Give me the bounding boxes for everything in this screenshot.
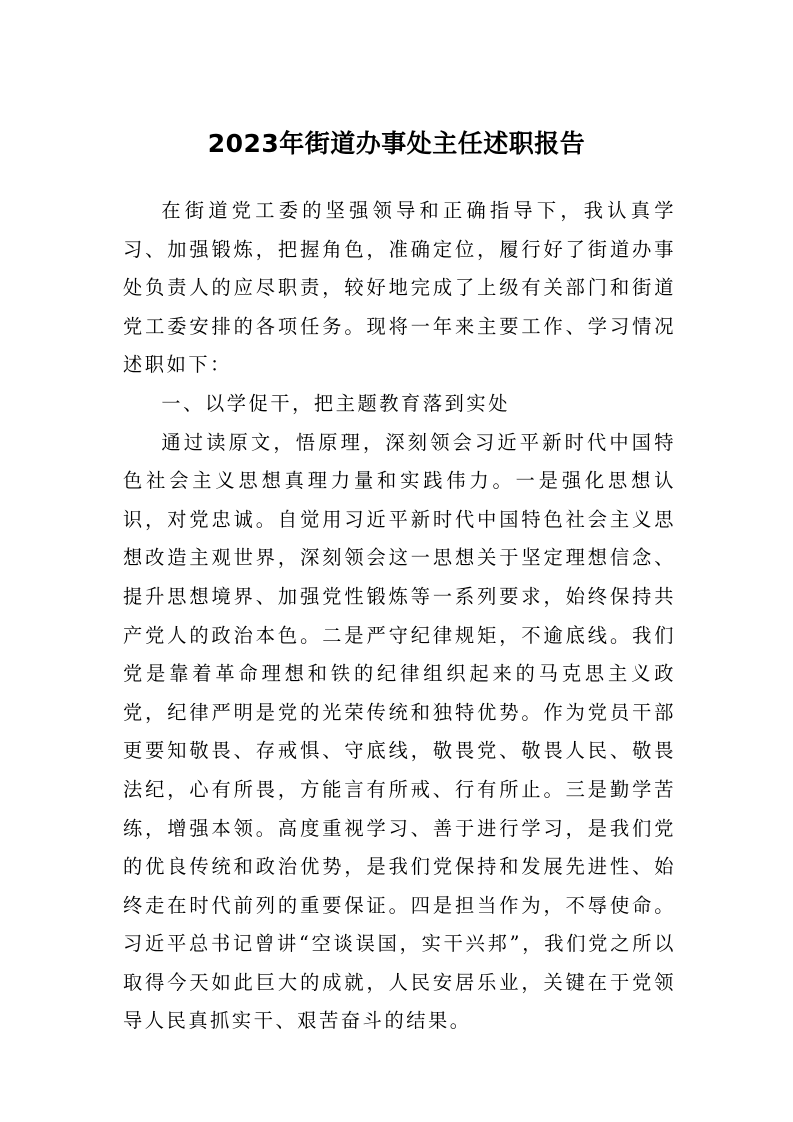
document-title: 2023年街道办事处主任述职报告 <box>207 129 586 158</box>
section-paragraph: 通过读原文，悟原理，深刻领会习近平新时代中国特色社会主义思想真理力量和实践伟力。一是强化思想认识，对党忠诚。自觉用习近平新时代中国特色社会主义思想改造主观世界，深刻领会这一思想关于坚定理想信念、提升思想境界、加强党性锻炼等一系列要求，始终保持共产党人的政治本色。二是严守纪律规矩，不逾底线。我们党是靠着革命理想和铁的纪律组织起来的马克思主义政党，纪律严明是党的光荣传统和独特优势。作为党员干部更要知敬畏、存戒惧、守底线，敬畏党、敬畏人民、敬畏法纪，心有所畏，方能言有所戒、行有所止。三是勤学苦练，增强本领。高度重视学习、善于进行学习，是我们党的优良传统和政治优势，是我们党保持和发展先进性、始终走在时代前列的重要保证。四是担当作为，不辱使命。习近平总书记曾讲“空谈误国，实干兴邦”，我们党之所以取得今天如此巨大的成就，人民安居乐业，关键在于党领导人民真抓实干、艰苦奋斗的结果。 <box>123 430 676 1033</box>
section-heading: 一、以学促干，把主题教育落到实处 <box>161 391 510 415</box>
document-body <box>123 192 676 1041</box>
intro-paragraph: 在街道党工委的坚强领导和正确指导下，我认真学习、加强锻炼，把握角色，准确定位，履行好了街道办事处负责人的应尽职责，较好地完成了上级有关部门和街道党工委安排的各项任务。现将一年来主要工作、学习情况述职如下： <box>123 199 676 377</box>
